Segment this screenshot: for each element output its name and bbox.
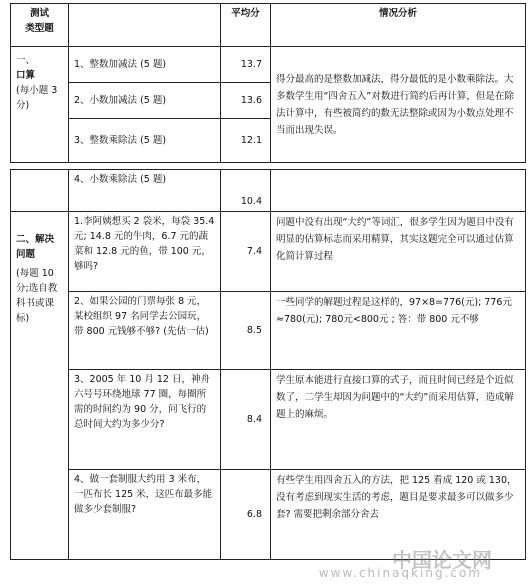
oral-item-3-score: 12.1 (221, 119, 271, 163)
problem-3-score: 8.4 (221, 370, 271, 470)
problems-title: 二、解决问题 (16, 234, 55, 260)
header-row (11, 4, 526, 47)
oral-item-4-score: 10.4 (221, 170, 271, 212)
problem-1-analysis: 问题中没有出现“大约”等词汇，很多学生因为题目中没有明显的估算标志而采用精算，其实这题完全可以通过估算化简计算过程 (271, 212, 526, 292)
problem-2-label: 2、如果公园的门票每张 8 元，某校组织 97 名同学去公园玩，带 800 元钱够不够? (先估一估) (69, 292, 221, 370)
oral-item-2-score: 13.6 (221, 83, 271, 119)
oral-row-4 (11, 170, 526, 212)
blank-analysis (271, 170, 526, 212)
analysis-table-top (10, 3, 526, 163)
oral-item-3-label: 3、整数乘除法 (5 题) (69, 119, 221, 163)
problem-1-label: 1.李阿姨想买 2 袋米，每袋 35.4 元; 14.8 元的牛肉，6.7 元的蔬菜和 12.8 元的鱼，带 100 元，够吗? (69, 212, 221, 292)
problem-row-1 (11, 212, 526, 292)
problem-4-score: 6.8 (221, 470, 271, 560)
header-type: 测试 类型题 (11, 4, 69, 47)
problem-4-analysis: 有些学生用四舍五入的方法，把 125 看成 120 或 130，没有考虑到现实生活的考虑，题目是要求最多可以做多少套? 需要把剩余部分舍去 (271, 470, 526, 560)
problems-note: (每题 10 分;选自教科书或课标) (16, 268, 58, 324)
problem-2-analysis: 一些同学的解题过程是这样的，97×8=776(元); 776元≈780(元); 780元<800元 ; 答：带 800 元不够 (271, 292, 526, 370)
problems-category (11, 212, 69, 560)
problem-2-score: 8.5 (221, 292, 271, 370)
oral-item-4-label: 4、小数乘除法 (5 题) (69, 170, 221, 212)
oral-item-2-label: 2、小数加减法 (5 题) (69, 83, 221, 119)
header-analysis: 情况分析 (271, 4, 526, 47)
oral-title-3: (每小题 3 分) (16, 85, 58, 111)
problem-row-2 (11, 292, 526, 370)
watermark-url: www.chinaqking.com (318, 566, 482, 580)
oral-title-2: 口算 (16, 70, 36, 81)
blank-cell (11, 170, 69, 212)
oral-item-1-score: 13.7 (221, 47, 271, 83)
problem-3-label: 3、2005 年 10 月 12 日，神舟六号号环绕地球 77 圈，每圈所需的时间约为 90 分，问飞行的总时间大约为多少分? (69, 370, 221, 470)
problem-row-3 (11, 370, 526, 470)
header-blank (69, 4, 221, 47)
oral-row-1 (11, 47, 526, 83)
analysis-table-bottom (10, 169, 526, 560)
header-avg: 平均分 (221, 4, 271, 47)
oral-item-1-label: 1、整数加减法 (5 题) (69, 47, 221, 83)
watermark-cn: 中国论文网 (392, 548, 492, 572)
oral-category (11, 47, 69, 163)
oral-title-1: 一、 (16, 55, 36, 66)
problem-3-analysis: 学生原本能进行直接口算的式子，而且时间已经是个近似数了，二学生却因为问题中的“大约”而采用估算，造成解题上的麻烦。 (271, 370, 526, 470)
problem-1-score: 7.4 (221, 212, 271, 292)
problem-4-label: 4、做一套制服大约用 3 米布，一匹布长 125 米，这匹布最多能做多少套制服? (69, 470, 221, 560)
problem-row-4 (11, 470, 526, 560)
oral-analysis: 得分最高的是整数加减法，得分最低的是小数乘除法。大多数学生用“四舍五入”对数进行简约后再计算，但是在除法计算中，有些被简约的数无法整除或因为小数点处理不当而出现失误。 (271, 47, 526, 163)
